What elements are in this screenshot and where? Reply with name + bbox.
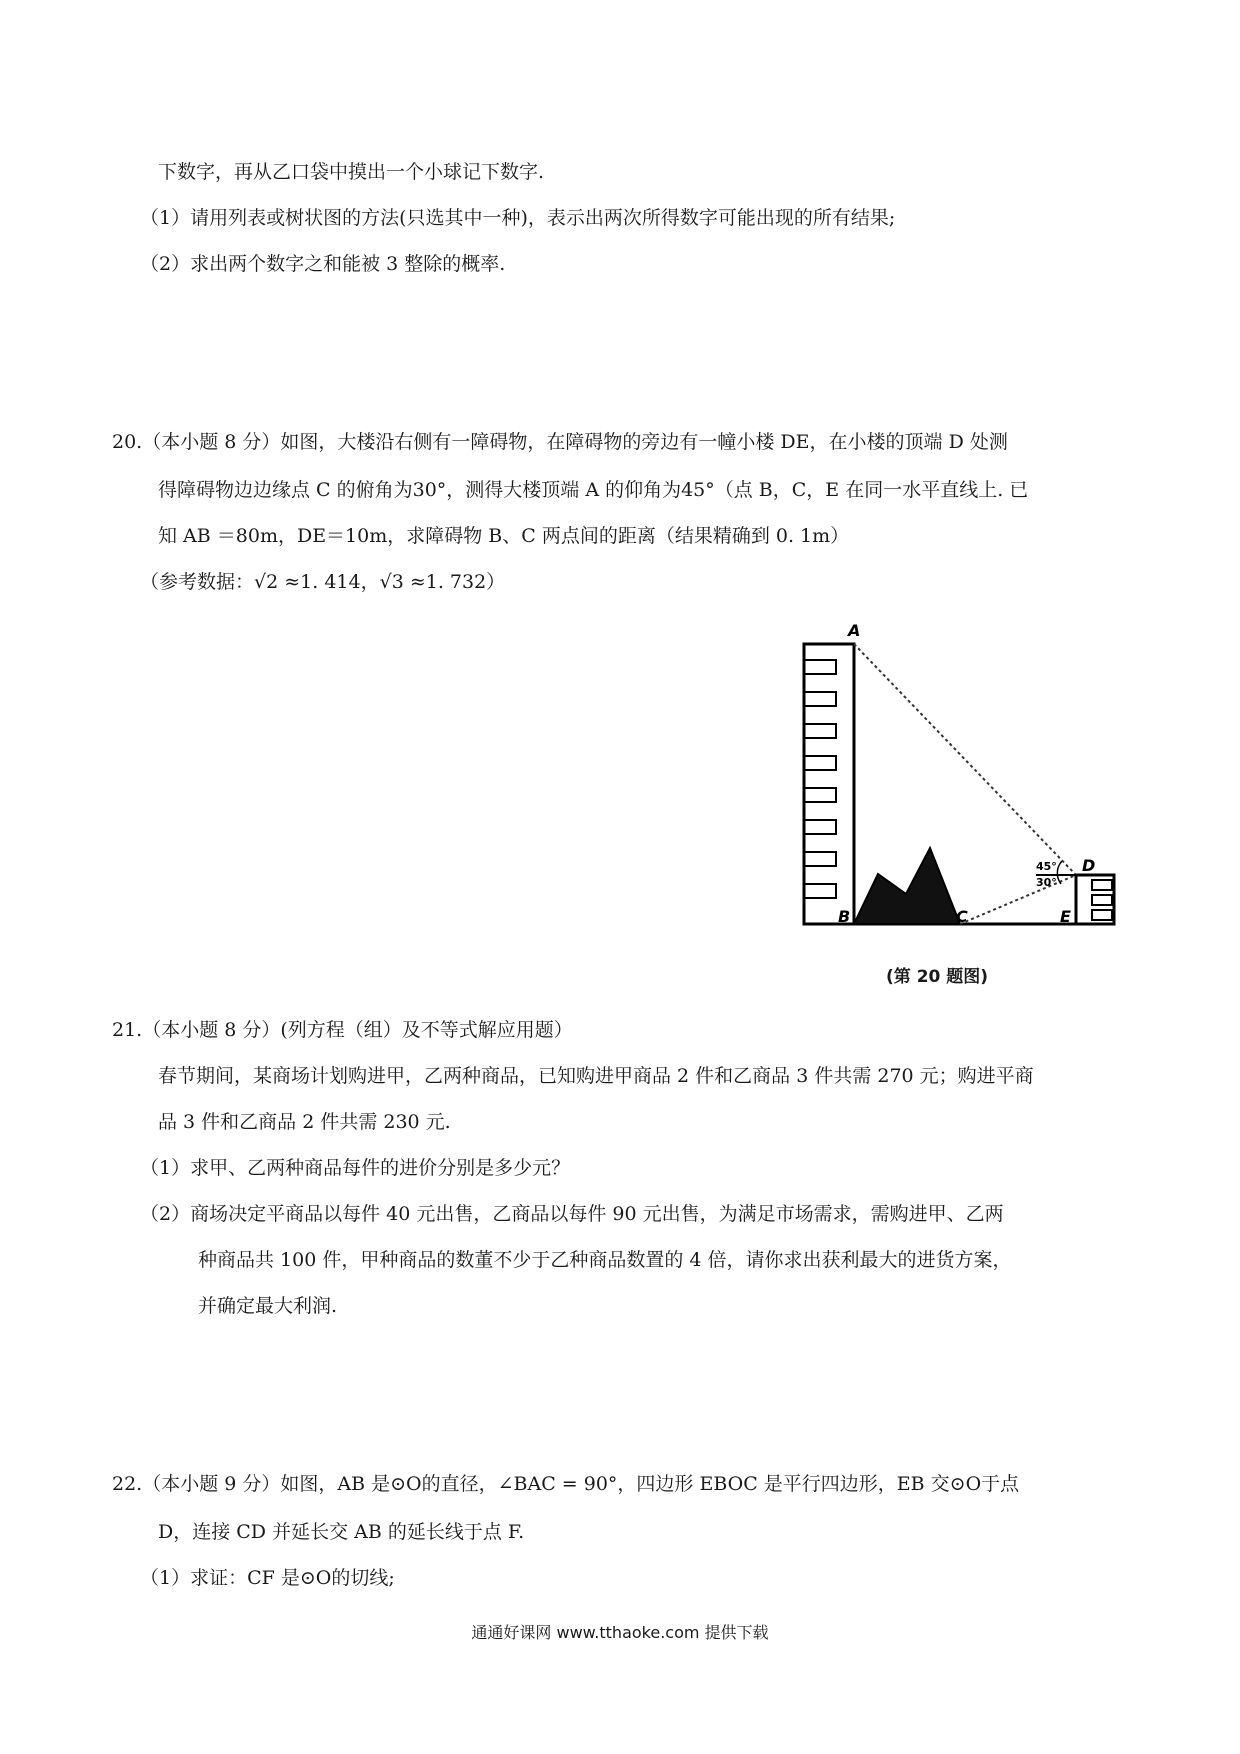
label-d: D bbox=[1082, 856, 1096, 875]
q20-reference-data: （参考数据：√2 ≈1. 414，√3 ≈1. 732） bbox=[140, 571, 506, 593]
q20-figure bbox=[780, 620, 1140, 955]
label-a: A bbox=[848, 621, 861, 640]
figure-caption: (第 20 题图) bbox=[886, 967, 989, 987]
building-windows bbox=[804, 660, 836, 898]
q19-line1: 下数字，再从乙口袋中摸出一个小球记下数字. bbox=[158, 161, 545, 183]
q22-part1: （1）求证：CF 是⊙O的切线; bbox=[140, 1567, 395, 1589]
sight-line-da bbox=[854, 644, 1076, 875]
q21-line3: 品 3 件和乙商品 2 件共需 230 元. bbox=[158, 1111, 451, 1133]
q21-line1: 21.（本小题 8 分）(列方程（组）及不等式解应用题） bbox=[112, 1019, 573, 1041]
obstacle bbox=[854, 848, 960, 924]
q21-line2: 春节期间，某商场计划购进甲，乙两种商品，已知购进甲商品 2 件和乙商品 3 件共需 270 元；购进平商 bbox=[158, 1065, 1034, 1087]
q22-line2: D，连接 CD 并延长交 AB 的延长线于点 F. bbox=[158, 1521, 525, 1543]
q20-line1: 20.（本小题 8 分）如图，大楼沿右侧有一障碍物，在障碍物的旁边有一幢小楼 DE，在小楼的顶端 D 处测 bbox=[112, 431, 1008, 453]
small-building-windows bbox=[1092, 880, 1112, 920]
angle-45-label: 45° bbox=[1036, 860, 1057, 873]
label-e: E bbox=[1060, 907, 1071, 926]
label-b: B bbox=[838, 907, 851, 926]
q21-part2-line3: 并确定最大利润. bbox=[198, 1295, 338, 1317]
q21-part2-line1: （2）商场决定平商品以每件 40 元出售，乙商品以每件 90 元出售，为满足市场需求，需购进甲、乙两 bbox=[140, 1203, 1004, 1225]
building-de bbox=[1076, 875, 1114, 924]
label-c: C bbox=[956, 907, 968, 926]
q20-line3: 知 AB ＝80m，DE＝10m，求障碍物 B、C 两点间的距离（结果精确到 0. 1m） bbox=[158, 525, 850, 547]
q20-line2: 得障碍物边边缘点 C 的俯角为30°，测得大楼顶端 A 的仰角为45°（点 B，C，E 在同一水平直线上. 已 bbox=[158, 479, 1029, 501]
q21-part1: （1）求甲、乙两种商品每件的进价分别是多少元？ bbox=[140, 1157, 571, 1179]
q21-part2-line2: 种商品共 100 件，甲种商品的数董不少于乙种商品数置的 4 倍，请你求出获利最大的进货方案， bbox=[198, 1249, 1012, 1271]
building-ab bbox=[804, 644, 854, 924]
q19-part1: （1）请用列表或树状图的方法(只选其中一种)，表示出两次所得数字可能出现的所有结果; bbox=[140, 207, 896, 229]
page-footer: 通通好课网 www.tthaoke.com 提供下载 bbox=[471, 1623, 769, 1642]
q22-line1: 22.（本小题 9 分）如图，AB 是⊙O的直径，∠BAC = 90°，四边形 EBOC 是平行四边形，EB 交⊙O于点 bbox=[112, 1473, 1020, 1495]
q19-part2: （2）求出两个数字之和能被 3 整除的概率. bbox=[140, 253, 506, 275]
sight-line-dc bbox=[960, 875, 1076, 924]
angle-30-label: 30° bbox=[1036, 876, 1057, 889]
